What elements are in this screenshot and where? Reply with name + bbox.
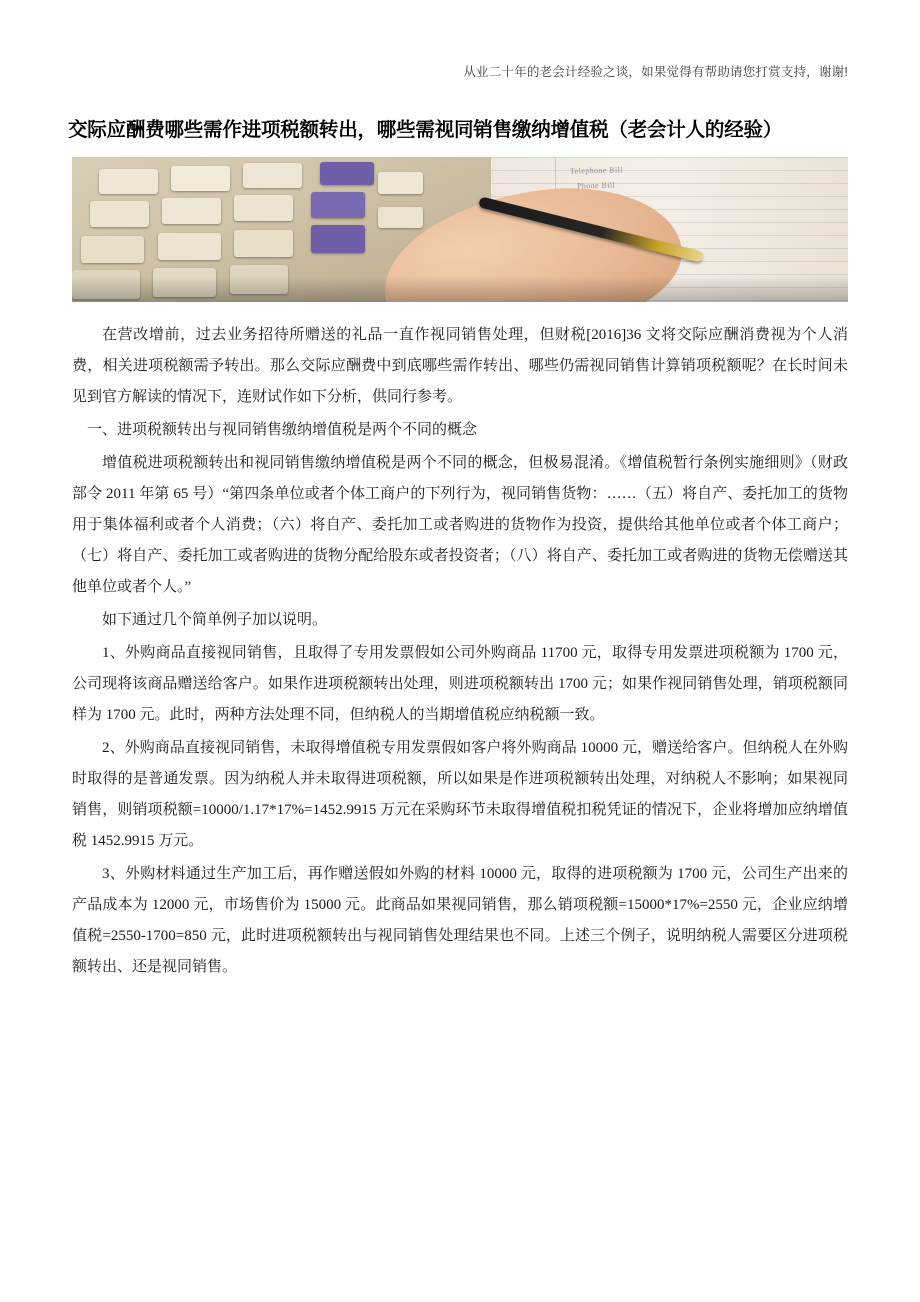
header-note: 从业二十年的老会计经验之谈，如果觉得有帮助请您打赏支持，谢谢! <box>463 65 848 79</box>
calculator-key <box>311 225 365 253</box>
paragraph: 2、外购商品直接视同销售，未取得增值税专用发票假如客户将外购商品 10000 元，赠送给客户。但纳税人在外购时取得的是普通发票。因为纳税人并未取得进项税额，所以如果是作进项税额转出处理，对纳税人不影响；如果视同销售，则销项税额=10000/1.17*17%=1452.9915 万元在采购环节未取得增值税扣税凭证的情况下，企业将增加应纳增值税 1452.9915 万元。 <box>72 740 848 850</box>
paragraph: 1、外购商品直接视同销售，且取得了专用发票假如公司外购商品 11700 元，取得专用发票进项税额为 1700 元，公司现将该商品赠送给客户。如果作进项税额转出处理，则进项税额转出 1700 元；如果作视同销售处理，销项税额同样为 1700 元。此时，两种方法处理不同，但纳税人的当期增值税应纳税额一致。 <box>72 645 848 724</box>
section-heading: 一、进项税额转出与视同销售缴纳增值税是两个不同的概念 <box>87 422 478 439</box>
calculator-key <box>311 192 365 218</box>
calculator-key <box>158 233 221 261</box>
figure-shadow <box>72 276 848 302</box>
page-title: 交际应酬费哪些需作进项税额转出，哪些需视同销售缴纳增值税（老会计人的经验） <box>68 120 783 141</box>
article-body <box>0 320 920 983</box>
calculator-key <box>378 207 423 229</box>
calculator-key <box>320 162 374 185</box>
calculator-key <box>90 201 149 227</box>
paragraph: 3、外购材料通过生产加工后，再作赠送假如外购的材料 10000 元，取得的进项税额为 1700 元，公司生产出来的产品成本为 12000 元，市场售价为 15000 元。此商品如果视同销售，那么销项税额=15000*17%=2550 元，企业应纳增值税=2550-1700=850 元，此时进项税额转出与视同销售处理结果也不同。上述三个例子，说明纳税人需要区分进项税额转出、还是视同销售。 <box>72 866 848 976</box>
calculator-key <box>234 195 293 221</box>
calculator-key <box>99 169 158 194</box>
paragraph: 在营改增前，过去业务招待所赠送的礼品一直作视同销售处理，但财税[2016]36 文将交际应酬消费视为个人消费，相关进项税额需予转出。那么交际应酬费中到底哪些需作转出、哪些仍需视同销售计算销项税额呢？在长时间未见到官方解读的情况下，连财试作如下分析，供同行参考。 <box>72 327 848 406</box>
calculator-key <box>81 236 144 264</box>
calculator-key <box>243 163 302 188</box>
calculator-key <box>171 166 230 191</box>
calculator-key <box>234 230 293 258</box>
calculator-key <box>378 172 423 194</box>
calculator-key <box>162 198 221 224</box>
ledger-scribble: Telephone Bill <box>569 165 623 176</box>
article-figure <box>72 157 848 302</box>
ledger-scribble: Phone Bill <box>576 180 615 191</box>
paragraph: 增值税进项税额转出和视同销售缴纳增值税是两个不同的概念，但极易混淆。《增值税暂行条例实施细则》（财政部令 2011 年第 65 号）“第四条单位或者个体工商户的下列行为，视同销售货物：……（五）将自产、委托加工的货物用于集体福利或者个人消费；（六）将自产、委托加工或者购进的货物作为投资，提供给其他单位或者个体工商户；（七）将自产、委托加工或者购进的货物分配给股东或者投资者；（八）将自产、委托加工或者购进的货物无偿赠送其他单位或者个人。” <box>72 455 848 596</box>
paragraph: 如下通过几个简单例子加以说明。 <box>102 612 328 629</box>
